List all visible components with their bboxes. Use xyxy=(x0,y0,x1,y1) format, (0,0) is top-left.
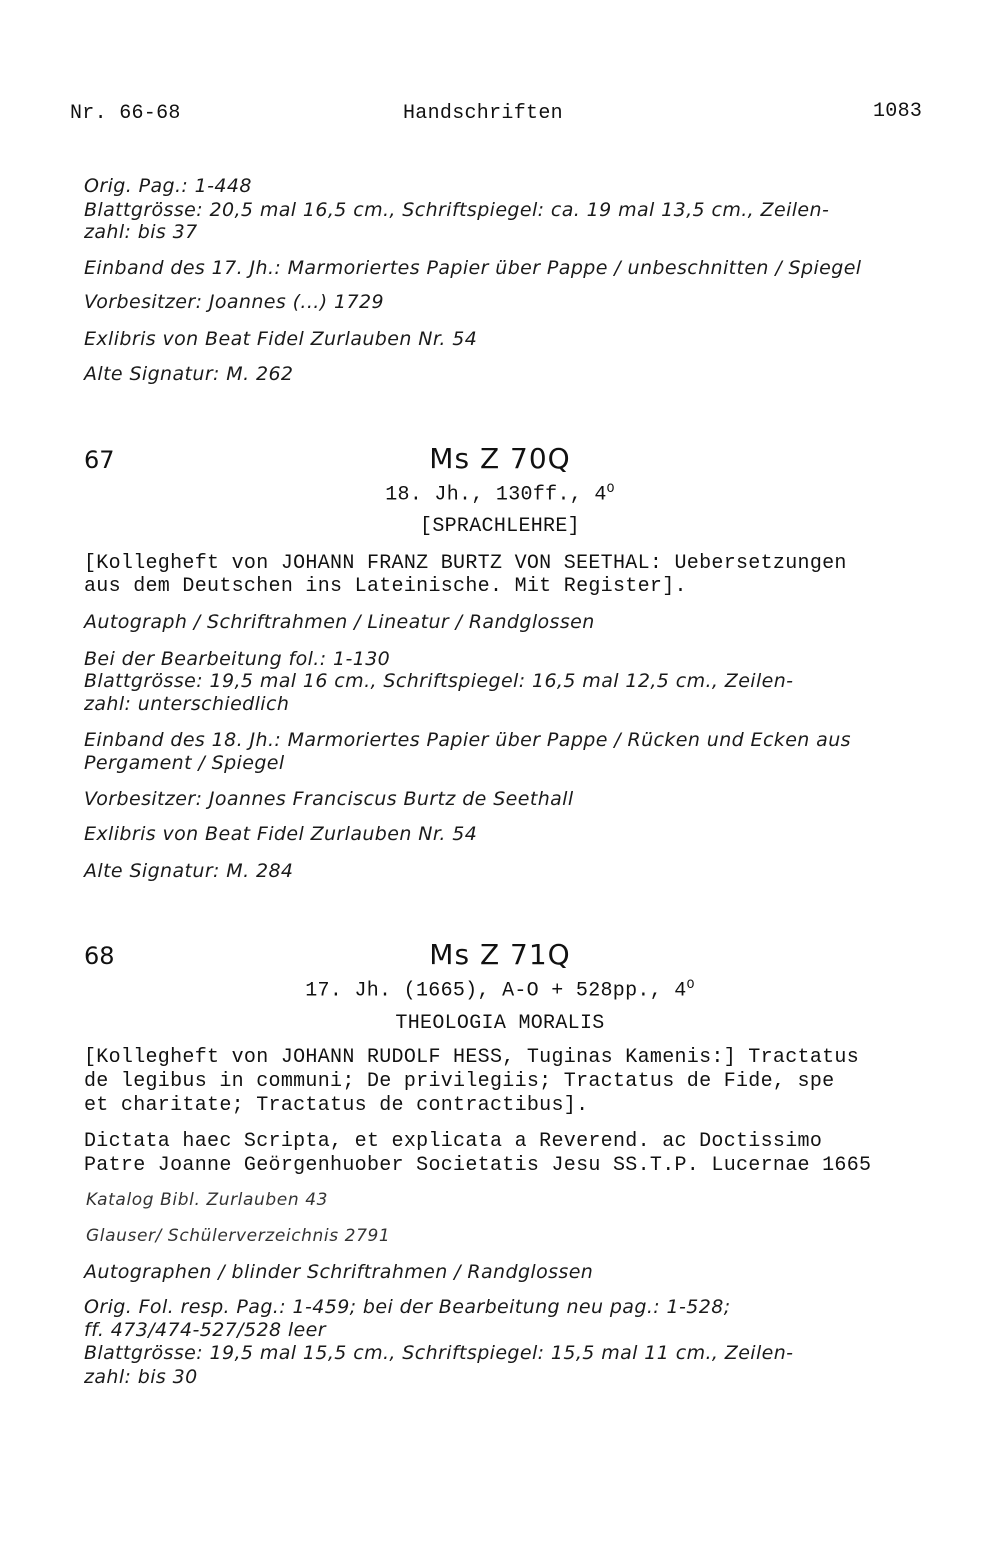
shelfmark-68: Ms Z 71Q xyxy=(429,938,571,971)
note-67-alte-signatur: Alte Signatur: M. 284 xyxy=(84,860,294,882)
note-68-leer: ff. 473/474-527/528 leer xyxy=(84,1319,326,1341)
note-67-zeilenzahl: zahl: unterschiedlich xyxy=(84,693,290,715)
orig-pag: Orig. Pag.: 1-448 xyxy=(84,175,252,197)
note-68-blattgroesse: Blattgrösse: 19,5 mal 15,5 cm., Schriftspiegel: 15,5 mal 11 cm., Zeilen- xyxy=(84,1342,794,1364)
note-67-einband-cont: Pergament / Spiegel xyxy=(84,752,285,774)
title-67: [SPRACHLEHRE] xyxy=(420,515,580,538)
entry-number-67: 67 xyxy=(84,446,115,474)
reference-katalog: Katalog Bibl. Zurlauben 43 xyxy=(86,1190,329,1210)
dictata-line1: Dictata haec Scripta, et explicata a Reverend. ac Doctissimo xyxy=(84,1130,823,1153)
note-67-autograph: Autograph / Schriftrahmen / Lineatur / Randglossen xyxy=(84,611,595,633)
note-68-zeilenzahl: zahl: bis 30 xyxy=(84,1366,198,1388)
note-68-autographen: Autographen / blinder Schriftrahmen / Randglossen xyxy=(84,1261,594,1283)
description-68-line1: [Kollegheft von JOHANN RUDOLF HESS, Tuginas Kamenis:] Tractatus xyxy=(84,1046,860,1069)
vorbesitzer: Vorbesitzer: Joannes (...) 1729 xyxy=(84,291,384,313)
date-line-67: 18. Jh., 130ff., $4^O$ xyxy=(385,481,615,507)
description-67-line1: [Kollegheft von JOHANN FRANZ BURTZ VON SEETHAL: Uebersetzungen xyxy=(84,552,847,575)
dictata-line2: Patre Joanne Geörgenhuober Societatis Jesu SS.T.P. Lucernae 1665 xyxy=(84,1154,872,1177)
entry-number-68: 68 xyxy=(84,942,115,970)
blattgroesse: Blattgrösse: 20,5 mal 16,5 cm., Schriftspiegel: ca. 19 mal 13,5 cm., Zeilen- xyxy=(84,199,830,221)
running-header-left: Nr. 66-68 xyxy=(70,102,181,125)
note-67-fol: Bei der Bearbeitung fol.: 1-130 xyxy=(84,648,391,670)
running-header-title: Handschriften xyxy=(403,102,563,125)
description-68-line2: de legibus in communi; De privilegiis; Tractatus de Fide, spe xyxy=(84,1070,835,1093)
note-67-einband: Einband des 18. Jh.: Marmoriertes Papier über Pappe / Rücken und Ecken aus xyxy=(84,729,851,751)
note-67-vorbesitzer: Vorbesitzer: Joannes Franciscus Burtz de Seethall xyxy=(84,788,574,810)
alte-signatur: Alte Signatur: M. 262 xyxy=(84,363,294,385)
shelfmark-67: Ms Z 70Q xyxy=(429,442,571,475)
date-line-68: 17. Jh. (1665), A-O + 528pp., $4^O$ xyxy=(305,977,695,1003)
description-68-line3: et charitate; Tractatus de contractibus]. xyxy=(84,1094,589,1117)
exlibris: Exlibris von Beat Fidel Zurlauben Nr. 54 xyxy=(84,328,478,350)
zeilenzahl: zahl: bis 37 xyxy=(84,221,198,243)
note-67-exlibris: Exlibris von Beat Fidel Zurlauben Nr. 54 xyxy=(84,823,478,845)
reference-glauser: Glauser/ Schülerverzeichnis 2791 xyxy=(86,1226,391,1246)
note-67-blattgroesse: Blattgrösse: 19,5 mal 16 cm., Schriftspiegel: 16,5 mal 12,5 cm., Zeilen- xyxy=(84,670,794,692)
note-68-orig-fol: Orig. Fol. resp. Pag.: 1-459; bei der Bearbeitung neu pag.: 1-528; xyxy=(84,1296,731,1318)
page-number: 1083 xyxy=(873,100,923,123)
title-68: THEOLOGIA MORALIS xyxy=(395,1012,605,1035)
description-67-line2: aus dem Deutschen ins Lateinische. Mit Register]. xyxy=(84,575,687,598)
einband: Einband des 17. Jh.: Marmoriertes Papier über Pappe / unbeschnitten / Spiegel xyxy=(84,257,862,279)
